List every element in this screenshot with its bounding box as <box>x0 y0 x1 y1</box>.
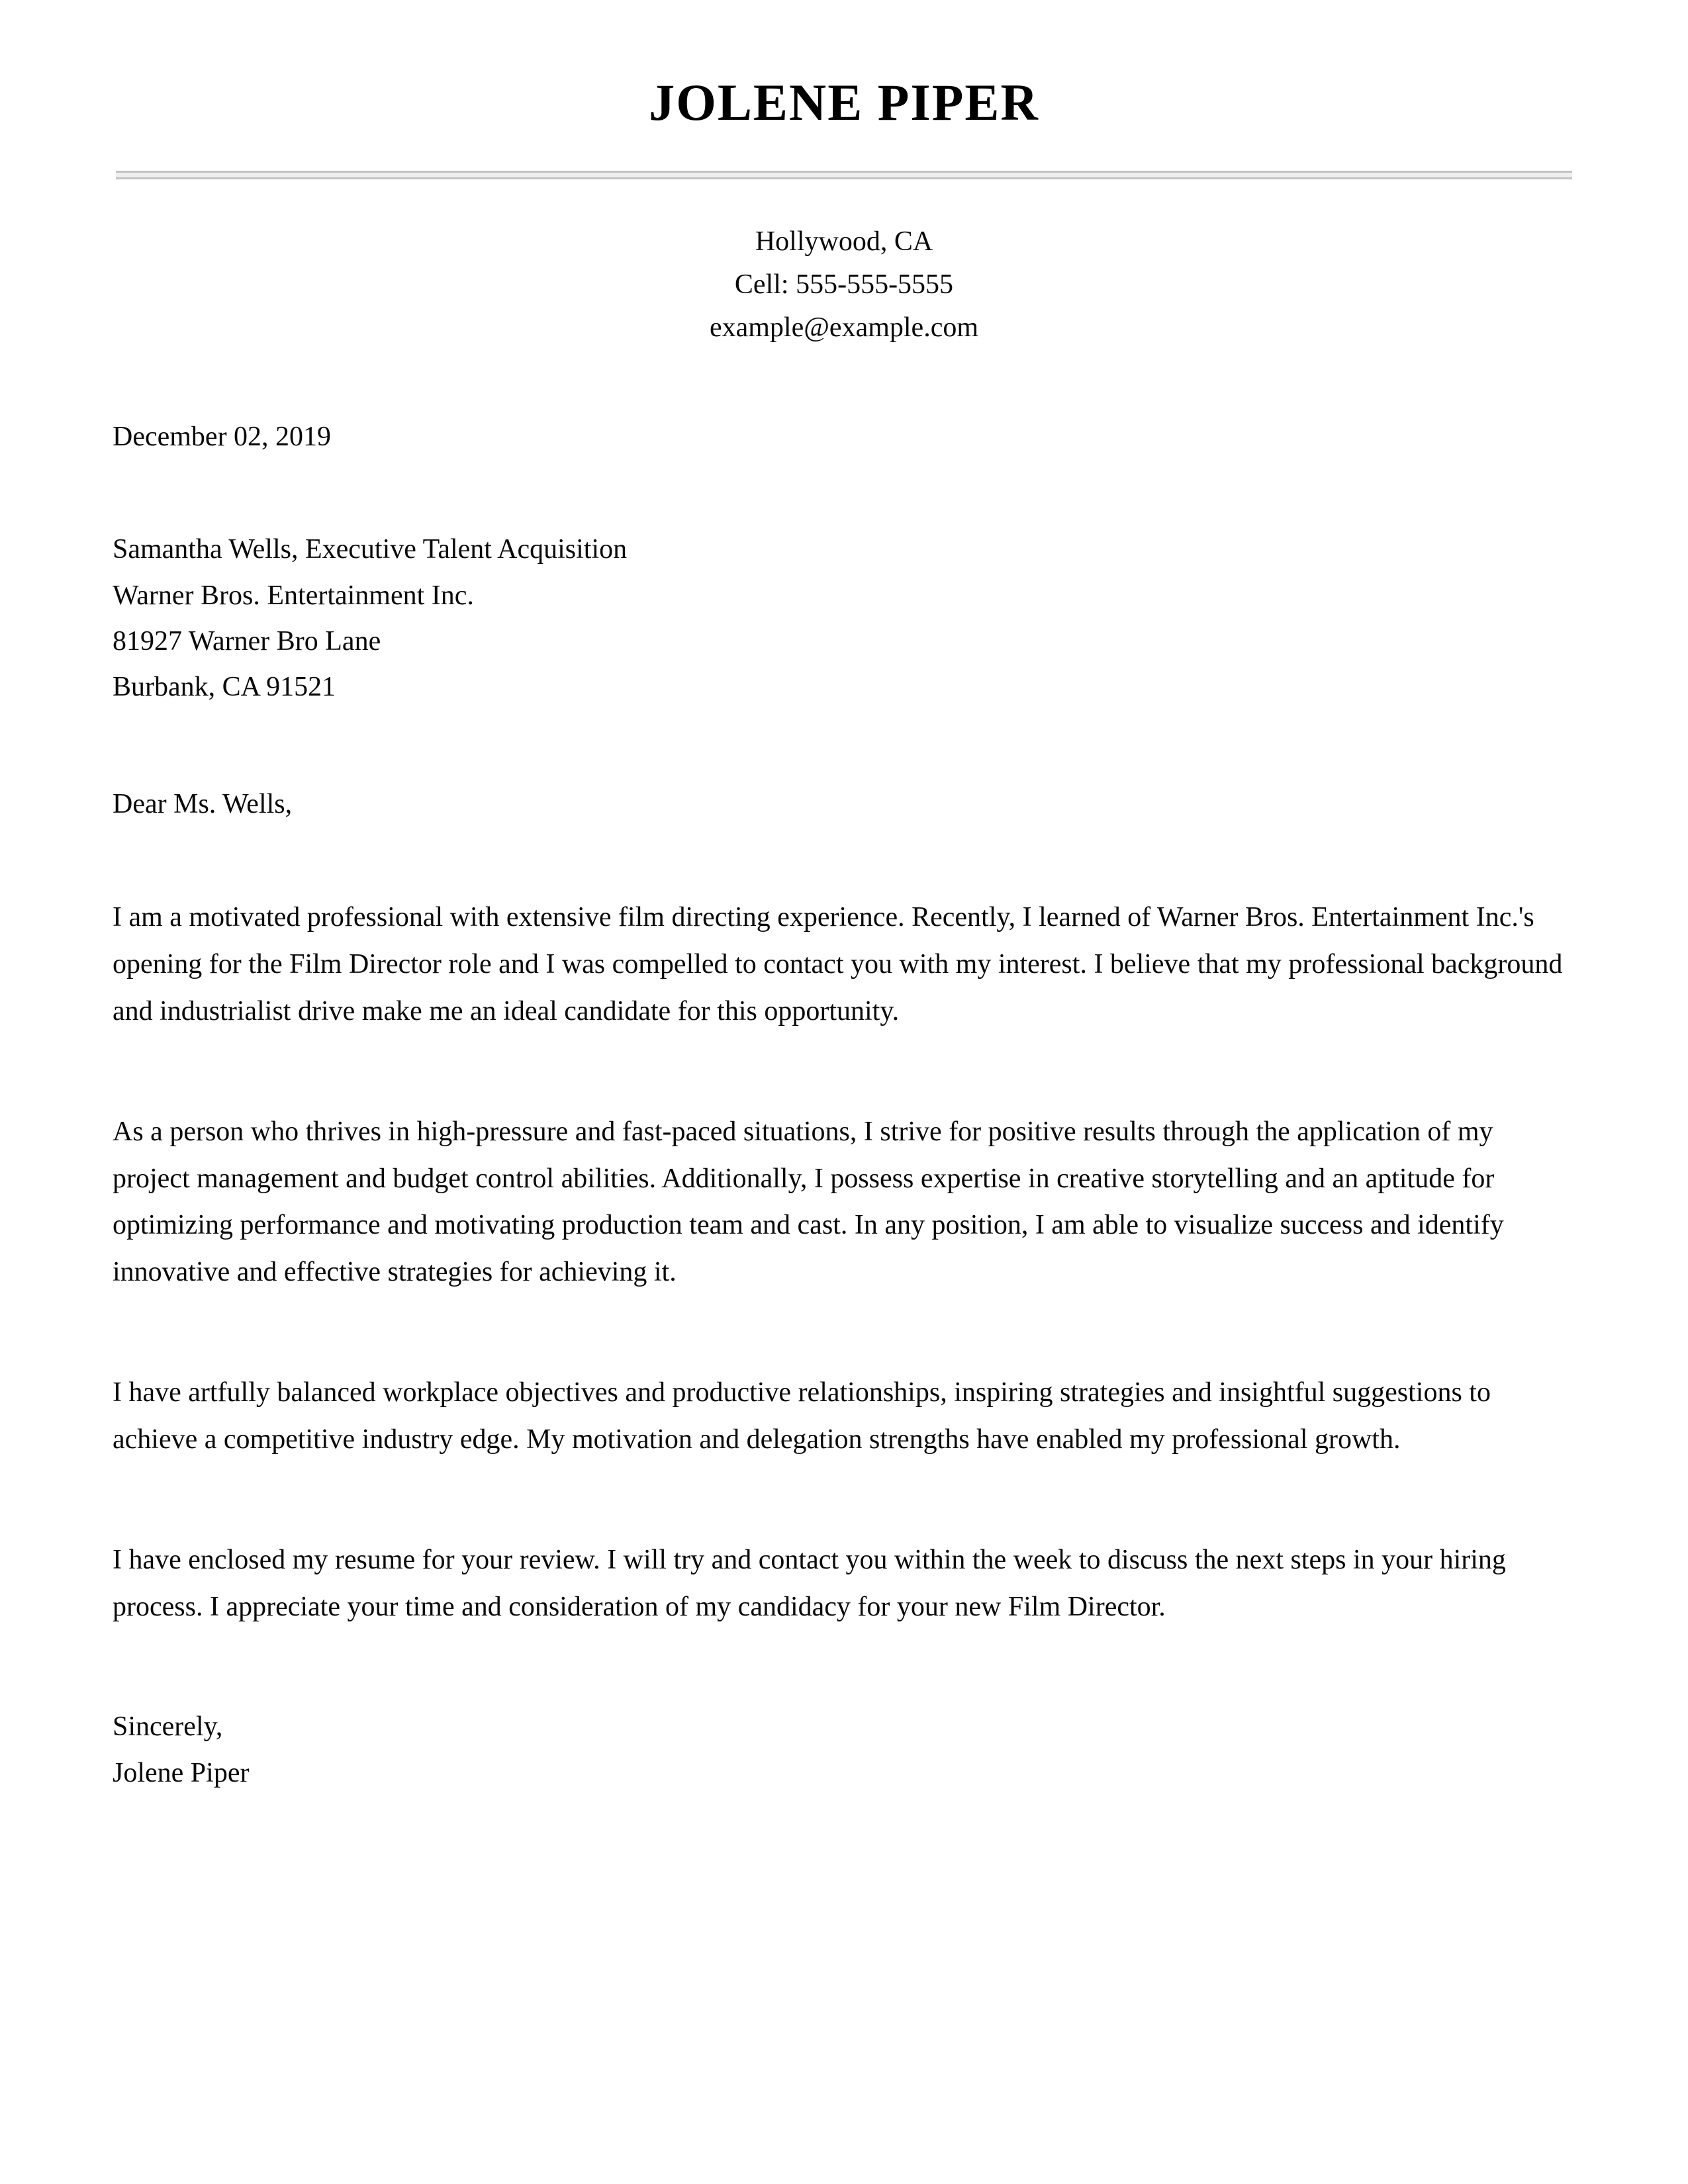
body-paragraph-3: I have artfully balanced workplace objectives and productive relationships, inspiring strategies and insightful suggestions to achieve a competitive industry edge. My motivation and delegation strengths have enabled my professional growth. <box>113 1377 1491 1455</box>
signature-name: Jolene Piper <box>113 1757 250 1788</box>
recipient-company: Warner Bros. Entertainment Inc. <box>113 580 474 611</box>
recipient-city-state-zip: Burbank, CA 91521 <box>113 672 336 703</box>
letter-body <box>113 894 1575 1630</box>
body-paragraph-2: As a person who thrives in high-pressure and fast-paced situations, I strive for positive results through the application of my project management and budget control abilities. Additionally, I possess expertise in creative storytelling and an aptitude for optimizing performance and motivating production team and cast. In any position, I am able to visualize success and identify innovative and effective strategies for achieving it. <box>113 1116 1504 1287</box>
body-paragraph-4: I have enclosed my resume for your review. I will try and contact you within the week to discuss the next steps in your hiring process. I appreciate your time and consideration of my candidacy for your new Film Director. <box>113 1545 1506 1622</box>
contact-phone: Cell: 555-555-5555 <box>734 269 954 300</box>
recipient-street-address: 81927 Warner Bro Lane <box>113 625 381 657</box>
recipient-block <box>113 527 1575 710</box>
contact-email: example@example.com <box>709 312 978 343</box>
closing-block <box>113 1704 1575 1796</box>
salutation: Dear Ms. Wells, <box>113 789 293 820</box>
contact-block <box>113 220 1575 349</box>
applicant-name: JOLENE PIPER <box>649 73 1039 131</box>
contact-location: Hollywood, CA <box>755 226 933 257</box>
closing: Sincerely, <box>113 1711 223 1743</box>
recipient-name-title: Samantha Wells, Executive Talent Acquisition <box>113 534 628 565</box>
header-divider <box>116 171 1572 179</box>
body-paragraph-1: I am a motivated professional with extensive film directing experience. Recently, I learned of Warner Bros. Entertainment Inc.'s opening for the Film Director role and I was compelled to contact you with my interest. I believe that my professional background and industrialist drive make me an ideal candidate for this opportunity. <box>113 902 1563 1026</box>
letter-date: December 02, 2019 <box>113 422 332 453</box>
